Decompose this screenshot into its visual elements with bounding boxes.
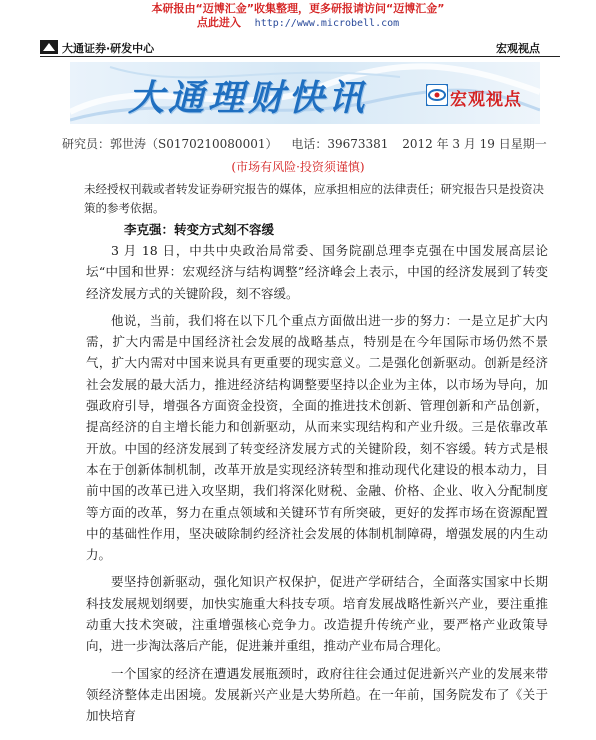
report-date: 2012 年 3 月 19 日星期一 xyxy=(402,137,547,151)
risk-warning: (市场有风险·投资须谨慎) xyxy=(231,160,365,174)
paragraph: 3 月 18 日，中共中央政治局常委、国务院副总理李克强在中国发展高层论坛“中国和世界：宏观经济与结构调整”经济峰会上表示，中国的经济发展到了转变经济发展方式的关键阶段，刻不容缓。 xyxy=(86,243,548,301)
notice-link-line xyxy=(0,16,596,31)
banner xyxy=(70,62,540,124)
paragraph: 一个国家的经济在遭遇发展瓶颈时，政府往往会通过促进新兴产业的发展来带领经济整体走出困境。发展新兴产业是大势所趋。在一年前，国务院发布了《关于加快培育 xyxy=(86,665,548,724)
eye-logo-icon xyxy=(426,84,448,106)
report-header xyxy=(40,38,560,57)
paragraph: 要坚持创新驱动，强化知识产权保护，促进产学研结合，全面落实国家中长期科技发展规划纲要，加快实施重大科技专项。培育发展战略性新兴产业，要注重推动重大技术突破，注重增强核心竞争力。改造提升传统产业，要严格产业政策导向，进一步淘汰落后产能，促进兼并重组，推动产业布局合理化。 xyxy=(86,574,548,654)
disclaimer: 未经授权刊载或者转发证券研究报告的媒体，应承担相应的法律责任；研究报告只是投资决策的参考依据。 xyxy=(84,182,544,215)
banner-title: 大通理财快讯 xyxy=(128,78,369,119)
org-name: 大通证券·研发中心 xyxy=(62,42,155,55)
datong-logo-icon xyxy=(40,40,58,54)
badge-text: 宏观视点 xyxy=(450,90,522,110)
article-body xyxy=(86,240,548,733)
section-label: 宏观视点 xyxy=(496,42,540,55)
notice-line: 本研报由“迈博汇金”收集整理，更多研报请访问“迈博汇金” xyxy=(151,2,445,15)
enter-link[interactable]: 点此进入 xyxy=(196,16,241,29)
article-title: 李克强：转变方式刻不容缓 xyxy=(124,222,275,237)
top-notice xyxy=(0,0,596,31)
paragraph: 他说，当前，我们将在以下几个重点方面做出进一步的努力：一是立足扩大内需，扩大内需是中国经济社会发展的战略基点，特别是在今年国际市场仍然不景气，扩大内需对中国来说具有更重要的现实意义。二是强化创新驱动。创新是经济社会发展的最大活力，推进经济结构调整要坚持以企业为主体，以市场为导向，加强政府引导，增强各方面资金投资，全面的推进技术创新、管理创新和产品创新，提高经济的自主增长能力和创新驱动，从而来实现结构和产业升级。三是依靠改革开放。中国的经济发展到了转变经济发展方式的关键阶段，刻不容缓。转方式是根本在于创新体制机制，改革开放是实现经济转型和推动现代化建设的根本动力，目前中国的改革已进入攻坚期，我们将深化财税、金融、价格、企业、收入分配制度等方面的改革，努力在重点领域和关键环节有所突破，更好的发挥市场在资源配置中的基础性作用，坚决破除制约经济社会发展的体制机制障碍，增强发展的内生动力。 xyxy=(86,312,548,563)
researcher-info: 研究员：郭世涛（S0170210080001） xyxy=(62,137,278,151)
report-meta xyxy=(62,135,557,152)
phone-info: 电话：39673381 xyxy=(291,137,389,151)
site-url-link[interactable]: http://www.microbell.com xyxy=(254,18,400,29)
banner-badge xyxy=(426,84,536,110)
